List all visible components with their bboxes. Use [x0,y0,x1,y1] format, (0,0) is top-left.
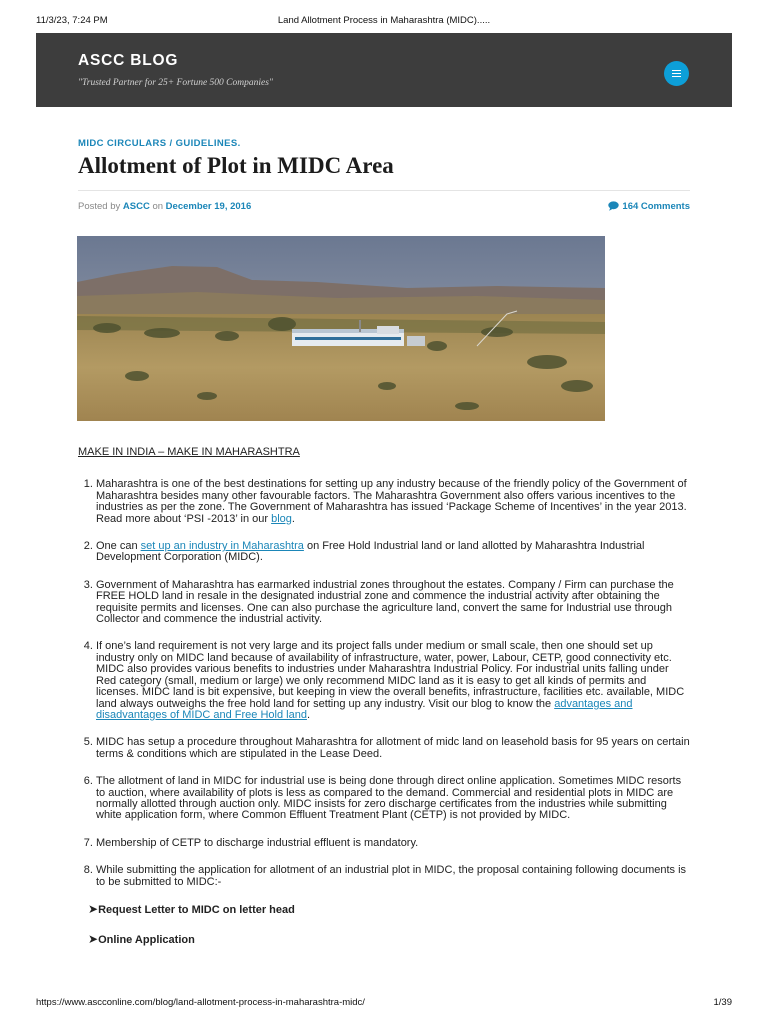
post-category-link[interactable]: MIDC CIRCULARS / GUIDELINES. [78,138,241,149]
print-header [36,15,732,29]
list-item: 3. Government of Maharashtra has earmarked industrial zones throughout the estates. Company / Firm can purchase the FREE HOLD land in resale in the designated industrial zone and commence the industrial activity after obtaining the requisite permits and licenses. One can also purchase the agriculture land, convert the same for Industrial use through Collector and commence the industrial activity. [96,580,690,626]
hamburger-menu-icon[interactable] [664,61,689,86]
site-header [36,33,732,107]
author-link[interactable]: ASCC [122,201,150,212]
document-item-label: Online Application [98,934,195,947]
document-item [88,901,690,916]
print-url: https://www.ascconline.com/blog/land-allotment-process-in-maharashtra-midc/ [36,997,365,1008]
post-date-link[interactable]: December 19, 2016 [165,201,252,212]
title-divider [78,190,690,191]
point-1-text: Maharashtra is one of the best destinations for setting up any industry because of the friendly policy of the Government of Maharashtra besides many other favourable factors. The Maharashtra Government also offers various incentives to the industries as per the zone. The Government of Maharashtra has issued ‘Package Scheme of Incentives’ in the year 2013. Read more about ‘PSI -2013’ in our [96,478,687,525]
list-item: 8. While submitting the application for allotment of an industrial plot in MIDC, the proposal containing following documents is to be submitted to MIDC:- [96,865,690,888]
comments-link[interactable] [608,201,690,212]
site-tagline: "Trusted Partner for 25+ Fortune 500 Companies" [78,78,273,88]
advantages-link[interactable]: advantages and disadvantages of MIDC and Free Hold land [96,697,633,721]
list-item: 5. MIDC has setup a procedure throughout Maharashtra for allotment of midc land on leasehold basis for 95 years on certain terms & conditions which are stipulated in the Lease Deed. [96,737,690,760]
list-item: 6. The allotment of land in MIDC for industrial use is being done through direct online application. Sometimes MIDC resorts to auction, where availability of plots is less as compared to the demand. Commercial and residential plots in MIDC are normally allotted through auction only. MIDC insists for zero discharge certificates from the industries while submitting white application form, where Common Effluent Treatment Plant (CETP) is not provided by MIDC. [96,776,690,822]
post-title: Allotment of Plot in MIDC Area [78,153,394,178]
point-1-end: . [291,512,295,525]
document-item [88,934,690,946]
print-footer [36,997,732,1009]
point-4-end: . [306,708,311,721]
comments-count: 164 Comments [622,201,690,212]
arrow-icon: ➤ [88,901,99,916]
point-2-end: on Free Hold Industrial land or land allotted by Maharashtra Industrial Development Corporation (MIDC). [96,540,645,564]
point-4-text: If one’s land requirement is not very large and its project falls under medium or small scale, then one should set up industry only on MIDC land because of availability of infrastructure, water, power, Labour, CETP, good connectivity etc. MIDC also provides various benefits to industries under Maharashtra Industrial Policy. For industrial units falling under Red category (small, medium or large) we only recommend MIDC land as it is easy to get all kinds of permits and licenses. MIDC land is bit expensive, but keeping in view the overall benefits, infrastructure, facilities etc. available, MIDC land always outweighs the free hold land for setting up any industry. Visit our blog to know the [96,640,685,710]
allotment-points-list [78,479,690,888]
list-item: 7. Membership of CETP to discharge industrial effluent is mandatory. [96,838,690,849]
list-item [96,541,690,564]
print-document-title: Land Allotment Process in Maharashtra (MIDC)..... [277,15,491,26]
setup-industry-link[interactable]: set up an industry in Maharashtra [140,540,304,553]
section-heading: MAKE IN INDIA – MAKE IN MAHARASHTRA [78,446,300,458]
print-page-number: 1/39 [713,997,732,1008]
list-item [96,479,690,525]
blog-link[interactable]: blog [271,512,292,525]
speech-bubble-icon [608,201,619,211]
list-item [96,641,690,721]
post-meta [78,201,251,212]
on-label: on [152,201,164,212]
site-title[interactable]: ASCC BLOG [78,52,179,69]
document-item-label: Request Letter to MIDC on letter head [98,903,295,916]
posted-by-label: Posted by [78,201,121,212]
arrow-icon: ➤ [88,932,99,947]
post-content [78,447,690,965]
featured-image [77,236,605,421]
point-2-start: One can [96,540,141,553]
print-datetime: 11/3/23, 7:24 PM [36,15,108,26]
